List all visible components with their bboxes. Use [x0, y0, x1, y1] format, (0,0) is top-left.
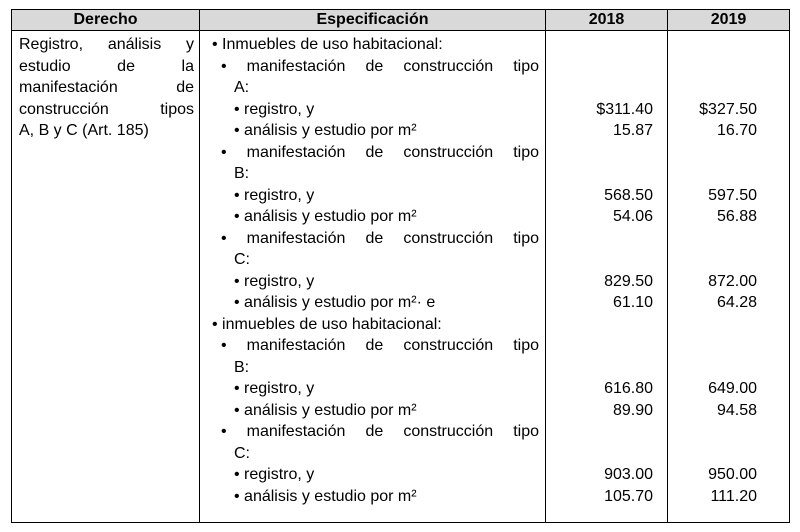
header-2018: 2018	[546, 10, 668, 31]
header-especificacion: Especificación	[200, 10, 546, 31]
spec-item: • registro, y	[234, 272, 315, 290]
especificacion-cell	[200, 31, 546, 523]
table-row	[12, 31, 790, 523]
derecho-line: estudio de la	[19, 57, 194, 75]
value-2018: 568.50	[604, 186, 653, 204]
value-2019: 64.28	[716, 294, 757, 311]
header-2019: 2019	[668, 10, 790, 31]
spec-type-label: C:	[234, 251, 250, 268]
values-2019-cell	[668, 31, 790, 523]
derecho-line: Registro, análisis y	[19, 36, 194, 53]
value-2018: 89.90	[612, 401, 653, 419]
value-2018: 903.00	[604, 466, 653, 483]
spec-subheading: • manifestación de construcción tipo	[221, 229, 539, 247]
spec-subheading: • manifestación de construcción tipo	[221, 423, 539, 440]
spec-item: • análisis y estudio por m²	[234, 401, 417, 419]
spec-item: • registro, y	[234, 186, 315, 204]
spec-item: • análisis y estudio por m²	[234, 208, 417, 225]
spec-item: • análisis y estudio por m²	[234, 122, 417, 139]
value-2019: 649.00	[708, 380, 757, 397]
derecho-line: manifestación de	[19, 79, 194, 96]
header-row	[12, 10, 790, 31]
value-2019: 872.00	[708, 272, 757, 290]
spec-type-label: B:	[234, 165, 250, 182]
value-2019: 56.88	[716, 208, 757, 225]
fee-table	[11, 9, 790, 523]
values-2018-cell	[546, 31, 668, 523]
value-2019: 111.20	[710, 487, 757, 505]
spec-type-label: B:	[234, 358, 250, 376]
spec-item: • registro, y	[234, 100, 315, 118]
derecho-line: A, B y C (Art. 185)	[19, 122, 149, 139]
value-2018: 829.50	[604, 272, 653, 290]
value-2019: 597.50	[708, 186, 757, 204]
spec-group-heading: • Inmuebles de uso habitacional:	[212, 36, 443, 53]
spec-subheading: • manifestación de construcción tipo	[221, 143, 539, 161]
value-2018: 54.06	[612, 208, 653, 225]
value-2019: 94.58	[716, 401, 757, 419]
header-derecho: Derecho	[12, 10, 200, 31]
spec-type-label: C:	[234, 444, 250, 462]
value-2018: 616.80	[604, 380, 653, 397]
value-2019: $327.50	[699, 100, 757, 118]
spec-group-heading: • inmuebles de uso habitacional:	[212, 315, 442, 333]
value-2018: $311.40	[596, 100, 653, 118]
spec-item: • análisis y estudio por m²· e	[234, 294, 436, 311]
spec-item: • análisis y estudio por m²	[234, 487, 417, 505]
spec-subheading: • manifestación de construcción tipo	[221, 57, 539, 75]
spec-type-label: A:	[234, 79, 250, 96]
value-2018: 105.70	[604, 487, 653, 505]
value-2018: 61.10	[612, 294, 653, 311]
spec-item: • registro, y	[234, 466, 315, 483]
value-2018: 15.87	[612, 122, 653, 139]
value-2019: 16.70	[716, 122, 757, 139]
derecho-cell	[12, 31, 200, 523]
spec-item: • registro, y	[234, 380, 315, 397]
value-2019: 950.00	[708, 466, 757, 483]
spec-subheading: • manifestación de construcción tipo	[221, 337, 539, 354]
derecho-line: construcción tipos	[19, 100, 194, 118]
